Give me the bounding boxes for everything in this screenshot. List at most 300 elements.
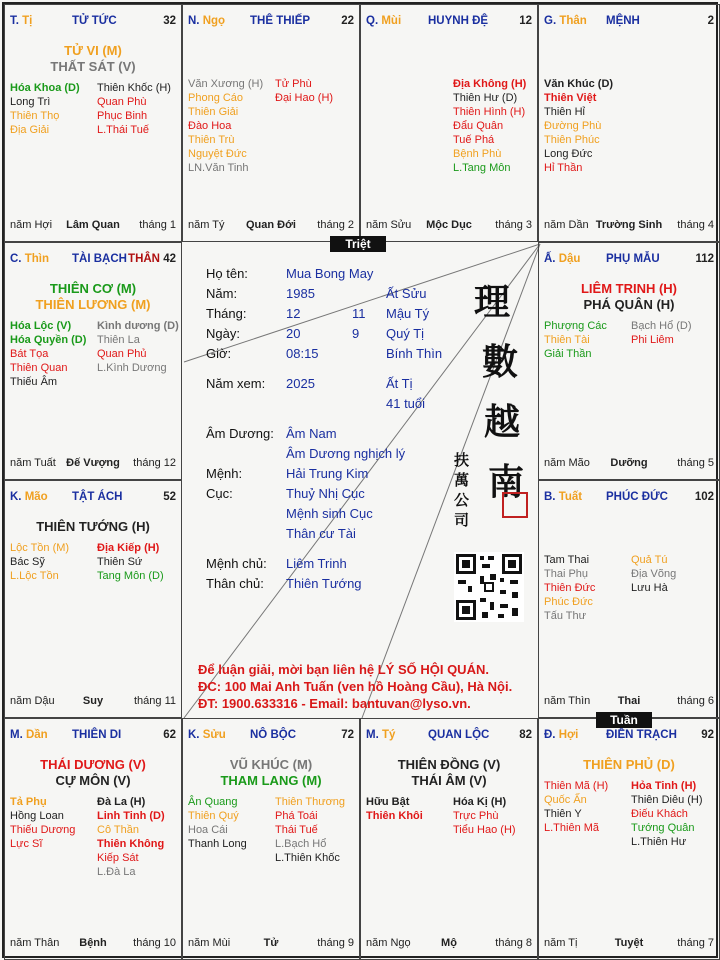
- stem: Đ.: [544, 729, 556, 741]
- viewyear-canchi: Ất Tị: [386, 376, 413, 391]
- palace-header: [366, 729, 532, 745]
- main-stars: [183, 757, 359, 789]
- minor-stars-right: [97, 319, 179, 375]
- viewyear-label: Năm xem:: [206, 376, 266, 391]
- day-lunar: 9: [352, 326, 360, 341]
- footer-stage: Mộc Dục: [426, 219, 472, 231]
- minor-star: Lực Sĩ: [10, 838, 43, 850]
- minor-star: Thiên Phúc: [544, 134, 600, 146]
- branch: Sửu: [202, 729, 226, 741]
- palace-header: [10, 729, 176, 745]
- minor-star: Quan Phù: [97, 96, 147, 108]
- minor-star: Thiên Hình (H): [453, 106, 526, 118]
- minor-star: Thái Tuế: [275, 824, 318, 836]
- minor-star: Thiên Thọ: [10, 110, 60, 122]
- minor-star: Địa Võng: [631, 568, 677, 580]
- day-value: 20: [286, 326, 301, 341]
- palace-footer: [544, 457, 714, 471]
- minor-star: Phong Cáo: [188, 92, 244, 104]
- minor-stars-left: [10, 81, 80, 137]
- stem-branch: [188, 15, 225, 27]
- calligraphy-small-2: 萬: [454, 471, 470, 489]
- minor-star: Hóa Quyền (D): [10, 334, 87, 346]
- footer-year: năm Hợi: [10, 219, 53, 231]
- minor-star: Lộc Tồn (M): [10, 542, 70, 554]
- palace-number: 32: [163, 15, 176, 27]
- minor-star: Tang Môn (D): [97, 570, 164, 582]
- minor-star: Thiên Khôi: [366, 810, 423, 822]
- stem: Q.: [366, 15, 379, 27]
- footer-month: tháng 3: [495, 219, 532, 231]
- main-star: THẤT SÁT (V): [50, 59, 136, 74]
- main-star: TỬ VI (M): [64, 43, 122, 58]
- palace-footer: [366, 219, 532, 233]
- main-stars: [5, 281, 181, 313]
- palace-name: THÊ THIẾP: [250, 15, 311, 27]
- month-label: Tháng:: [206, 306, 247, 321]
- footer-stage: Suy: [82, 695, 104, 707]
- minor-star: Văn Khúc (D): [544, 78, 614, 90]
- amduong-label: Âm Dương:: [206, 426, 274, 441]
- footer-year: năm Thân: [10, 937, 60, 949]
- stem: G.: [544, 15, 557, 27]
- minor-star: L.Thái Tuế: [97, 124, 149, 136]
- calligraphy-char-1: 理: [474, 281, 511, 323]
- minor-star: Hữu Bật: [366, 796, 410, 808]
- footer-month: tháng 8: [495, 937, 532, 949]
- footer-year: năm Ngọ: [366, 937, 411, 949]
- main-star: THIÊN TƯỚNG (H): [36, 519, 150, 534]
- stem: M.: [10, 729, 23, 741]
- minor-stars-left: [10, 319, 86, 389]
- minor-stars-right: [631, 553, 676, 595]
- palace-header: [544, 253, 714, 269]
- minor-star: Tiểu Hao (H): [453, 824, 516, 836]
- minor-star: Quả Tú: [631, 554, 668, 566]
- footer-month: tháng 11: [133, 695, 176, 707]
- footer-month: tháng 9: [317, 937, 354, 949]
- tuan-tag: Tuần: [596, 712, 652, 728]
- footer-stage: Tử: [263, 937, 279, 949]
- palace-cell-hoi[interactable]: [538, 718, 720, 960]
- palace-number: 52: [163, 491, 176, 503]
- stem-branch: [10, 491, 48, 503]
- main-star: THIÊN LƯƠNG (M): [35, 297, 151, 312]
- branch: Tị: [22, 15, 33, 27]
- minor-star: Thai Phụ: [544, 568, 589, 580]
- palace-header: [544, 15, 714, 31]
- palace-footer: [10, 695, 176, 709]
- palace-number: 12: [519, 15, 532, 27]
- palace-name: PHÚC ĐỨC: [606, 491, 668, 503]
- viewyear-value: 2025: [286, 376, 315, 391]
- palace-footer: [544, 695, 714, 709]
- minor-star: Phá Toái: [275, 810, 318, 822]
- minor-star: Đẩu Quân: [453, 120, 504, 132]
- contact-line-3: ĐT: 1900.633316 - Email: bantuvan@lyso.vn.: [198, 696, 471, 711]
- minor-star: Đại Hao (H): [275, 92, 334, 104]
- footer-stage: Dưỡng: [610, 457, 648, 469]
- minor-star: L.Đà La: [97, 866, 136, 878]
- calligraphy-char-4: 南: [488, 461, 525, 503]
- minor-star: Tuế Phá: [453, 134, 495, 146]
- palace-header: [10, 15, 176, 31]
- footer-year: năm Tuất: [10, 457, 56, 469]
- minor-star: L.Thiên Mã: [544, 822, 600, 834]
- palace-cell-tuat[interactable]: [538, 480, 720, 718]
- cuc-label: Cục:: [206, 486, 233, 501]
- minor-star: Linh Tinh (D): [97, 810, 165, 822]
- name-value: Mua Bong May: [286, 266, 374, 281]
- stem-branch: [544, 491, 582, 503]
- branch: Mão: [24, 491, 48, 503]
- palace-header: [10, 491, 176, 507]
- main-star: PHÁ QUÂN (H): [583, 297, 675, 312]
- amduong-value: Âm Nam: [286, 426, 337, 441]
- palace-footer: [188, 219, 354, 233]
- stem-branch: [10, 729, 48, 741]
- minor-stars-right: [631, 319, 692, 347]
- footer-month: tháng 7: [677, 937, 714, 949]
- main-star: THÁI ÂM (V): [411, 773, 487, 788]
- palace-header: [188, 15, 354, 31]
- palace-cell-ty[interactable]: [360, 718, 538, 960]
- minor-star: Thiên Không: [97, 838, 165, 850]
- main-star: THIÊN ĐỒNG (V): [397, 757, 501, 772]
- palace-name: PHỤ MẪU: [606, 253, 660, 265]
- calligraphy-char-3: 越: [484, 401, 521, 443]
- minor-star: Thiên Quan: [10, 362, 68, 374]
- stem: K.: [10, 491, 22, 503]
- stem-branch: [366, 729, 395, 741]
- minor-stars-left: [366, 795, 423, 823]
- palace-cell-mui[interactable]: [360, 4, 538, 242]
- minor-stars-right: [275, 795, 345, 865]
- menhchu-label: Mệnh chủ:: [206, 556, 267, 571]
- palace-footer: [10, 219, 176, 233]
- palace-number: 82: [519, 729, 532, 741]
- minor-star: Kiếp Sát: [97, 852, 139, 864]
- minor-star: Địa Kiếp (H): [97, 542, 160, 554]
- minor-star: Thiên Việt: [544, 92, 597, 104]
- minor-star: Thiếu Dương: [10, 824, 76, 836]
- red-seal: [502, 492, 528, 518]
- minor-star: Ân Quang: [188, 796, 238, 808]
- cuc-value: Thuỷ Nhị Cục: [286, 486, 365, 501]
- footer-year: năm Dần: [544, 219, 589, 231]
- branch: Tuất: [558, 491, 583, 503]
- footer-year: năm Mùi: [188, 937, 231, 949]
- minor-star: Hỉ Thần: [544, 162, 583, 174]
- branch: Mùi: [381, 15, 402, 27]
- minor-star: Thiên Diêu (H): [631, 794, 703, 806]
- minor-star: L.Bạch Hổ: [275, 838, 327, 850]
- footer-month: tháng 5: [677, 457, 714, 469]
- minor-star: Thiếu Âm: [10, 376, 58, 388]
- palace-cell-dau[interactable]: [538, 242, 720, 480]
- minor-star: Long Trì: [10, 96, 51, 108]
- minor-star: Hóa Khoa (D): [10, 82, 80, 94]
- than-position: Thân cư Tài: [286, 526, 356, 541]
- palace-number: 92: [701, 729, 714, 741]
- minor-stars-right: [97, 795, 165, 879]
- palace-header: [544, 491, 714, 507]
- name-label: Họ tên:: [206, 266, 248, 281]
- cuc-relation: Mệnh sinh Cục: [286, 506, 373, 521]
- stem-branch: [544, 15, 587, 27]
- minor-star: Thiên La: [97, 334, 140, 346]
- contact-line-2: ĐC: 100 Mai Anh Tuấn (ven hồ Hoàng Cầu), Hà Nội.: [198, 679, 513, 694]
- minor-star: Long Đức: [544, 148, 593, 160]
- minor-stars-left: [188, 795, 247, 851]
- minor-star: Phúc Đức: [544, 596, 593, 608]
- palace-name: TẬT ÁCH: [72, 491, 123, 503]
- branch: Thân: [559, 15, 587, 27]
- minor-stars-right: [453, 795, 516, 837]
- palace-name: THIÊN DI: [72, 729, 122, 741]
- minor-star: Lưu Hà: [631, 582, 668, 594]
- minor-star: Hóa Kị (H): [453, 796, 507, 808]
- minor-stars-left: [10, 541, 69, 583]
- minor-star: Văn Xương (H): [188, 78, 264, 90]
- minor-stars-right: [453, 77, 526, 175]
- footer-stage: Lâm Quan: [66, 219, 120, 231]
- day-canchi: Quý Tị: [386, 326, 425, 341]
- footer-month: tháng 6: [677, 695, 714, 707]
- stem-branch: [544, 253, 580, 265]
- footer-month: tháng 1: [139, 219, 176, 231]
- menhchu-value: Liêm Trinh: [286, 556, 347, 571]
- branch: Hợi: [558, 729, 579, 741]
- palace-header: [10, 253, 176, 269]
- stem: T.: [10, 15, 19, 27]
- age-value: 41 tuổi: [386, 396, 426, 411]
- minor-star: Thanh Long: [188, 838, 247, 850]
- stem: M.: [366, 729, 379, 741]
- minor-star: Đà La (H): [97, 796, 146, 808]
- minor-star: Tướng Quân: [631, 822, 695, 834]
- footer-stage: Trường Sinh: [595, 219, 663, 231]
- minor-star: Tam Thai: [544, 554, 590, 566]
- branch: Dần: [25, 729, 48, 741]
- palace-name: QUAN LỘC: [428, 729, 490, 741]
- footer-month: tháng 2: [317, 219, 354, 231]
- palace-cell-mao[interactable]: [4, 480, 182, 718]
- month-lunar: 11: [352, 306, 366, 321]
- minor-star: Bệnh Phù: [453, 148, 502, 160]
- minor-stars-right: [275, 77, 333, 105]
- than-marker: THÂN: [128, 253, 160, 265]
- minor-stars-right: [97, 541, 164, 583]
- minor-star: Thiên Quý: [188, 810, 239, 822]
- footer-year: năm Tị: [544, 937, 578, 949]
- main-star: THIÊN CƠ (M): [49, 281, 137, 296]
- footer-month: tháng 10: [133, 937, 176, 949]
- calligraphy-char-2: 數: [482, 341, 519, 383]
- palace-cell-suu[interactable]: [182, 718, 360, 960]
- minor-star: Điếu Khách: [631, 808, 688, 820]
- palace-name: MỆNH: [606, 15, 640, 27]
- main-stars: [539, 281, 719, 313]
- minor-star: Địa Giải: [10, 124, 50, 136]
- minor-star: Tả Phụ: [10, 796, 47, 808]
- minor-star: Hoa Cái: [188, 824, 228, 836]
- palace-footer: [10, 457, 176, 471]
- footer-year: năm Dậu: [10, 695, 55, 707]
- minor-star: Thiên Đức: [544, 582, 596, 594]
- qr-code: [454, 552, 524, 622]
- minor-stars-right: [631, 779, 703, 849]
- footer-year: năm Sửu: [366, 219, 412, 231]
- palace-footer: [188, 937, 354, 951]
- main-stars: [539, 757, 719, 773]
- footer-year: năm Tý: [188, 219, 225, 231]
- minor-star: L.Lộc Tồn: [10, 570, 59, 582]
- minor-star: L.Thiên Khốc: [275, 852, 340, 864]
- footer-year: năm Mão: [544, 457, 590, 469]
- main-star: CỰ MÔN (V): [55, 773, 131, 788]
- palace-footer: [544, 219, 714, 233]
- year-canchi: Ất Sửu: [386, 286, 427, 301]
- month-value: 12: [286, 306, 301, 321]
- stem: Ấ.: [544, 253, 556, 265]
- palace-name: HUYNH ĐỆ: [428, 15, 489, 27]
- minor-star: LN.Văn Tinh: [188, 162, 249, 174]
- menh-label: Mệnh:: [206, 466, 243, 481]
- main-stars: [5, 519, 181, 535]
- calligraphy-small-4: 司: [454, 511, 470, 529]
- minor-star: Hóa Lộc (V): [10, 320, 72, 332]
- minor-stars-left: [544, 553, 595, 623]
- minor-star: L.Thiên Hư: [631, 836, 687, 848]
- hour-label: Giờ:: [206, 346, 232, 361]
- minor-star: L.Kình Dương: [97, 362, 167, 374]
- minor-star: Bát Tọa: [10, 348, 49, 360]
- minor-star: L.Tang Môn: [453, 162, 511, 174]
- stem-branch: [10, 15, 32, 27]
- main-star: VŨ KHÚC (M): [229, 757, 313, 772]
- palace-number: 2: [707, 15, 714, 27]
- stem: B.: [544, 491, 556, 503]
- main-stars: [361, 757, 537, 789]
- month-canchi: Mậu Tý: [386, 306, 430, 321]
- minor-star: Tử Phù: [275, 78, 312, 90]
- minor-stars-left: [544, 77, 613, 175]
- palace-cell-ti[interactable]: [4, 4, 182, 242]
- palace-header: [188, 729, 354, 745]
- minor-star: Hồng Loan: [10, 810, 64, 822]
- palace-number: 112: [695, 253, 714, 265]
- tuvi-chart-board: [2, 2, 718, 958]
- branch: Dậu: [558, 253, 581, 265]
- minor-star: Quan Phủ: [97, 348, 147, 360]
- minor-star: Phục Binh: [97, 110, 148, 122]
- palace-name: NÔ BỘC: [250, 729, 296, 741]
- minor-stars-left: [10, 795, 75, 851]
- palace-cell-ngo[interactable]: [182, 4, 360, 242]
- stem-branch: [10, 253, 49, 265]
- palace-footer: [10, 937, 176, 951]
- branch: Ngọ: [202, 15, 226, 27]
- minor-star: Hỏa Tinh (H): [631, 780, 697, 792]
- year-value: 1985: [286, 286, 315, 301]
- minor-star: Thiên Mã (H): [544, 780, 609, 792]
- footer-month: tháng 4: [677, 219, 714, 231]
- footer-stage: Mộ: [441, 937, 457, 949]
- minor-star: Tấu Thư: [544, 610, 587, 622]
- branch: Thìn: [24, 253, 49, 265]
- minor-star: Đường Phù: [544, 120, 602, 132]
- palace-number: 62: [163, 729, 176, 741]
- palace-name: ĐIỀN TRẠCH: [606, 729, 677, 741]
- main-stars: [5, 757, 181, 789]
- stem: K.: [188, 729, 200, 741]
- hour-canchi: Bính Thìn: [386, 346, 443, 361]
- minor-star: Phi Liêm: [631, 334, 674, 346]
- footer-month: tháng 12: [133, 457, 176, 469]
- stem: C.: [10, 253, 22, 265]
- minor-star: Kình dương (D): [97, 320, 179, 332]
- minor-stars-left: [188, 77, 263, 175]
- minor-star: Phượng Các: [544, 320, 607, 332]
- footer-stage: Tuyệt: [614, 937, 644, 949]
- palace-number: 22: [341, 15, 354, 27]
- stem-branch: [544, 729, 578, 741]
- palace-number: 42: [163, 253, 176, 265]
- minor-star: Bạch Hổ (D): [631, 320, 692, 332]
- minor-star: Bác Sỹ: [10, 556, 45, 568]
- minor-star: Thiên Giải: [188, 106, 239, 118]
- minor-star: Thiên Y: [544, 808, 582, 820]
- year-label: Năm:: [206, 286, 238, 301]
- main-star: THIÊN PHỦ (D): [583, 757, 675, 772]
- minor-star: Thiên Tài: [544, 334, 590, 346]
- palace-cell-dan[interactable]: [4, 718, 182, 960]
- palace-cell-than[interactable]: [538, 4, 720, 242]
- chart-center-info: [184, 244, 542, 720]
- footer-year: năm Thìn: [544, 695, 591, 707]
- footer-stage: Bệnh: [79, 937, 107, 949]
- main-star: THAM LANG (M): [220, 773, 322, 788]
- palace-footer: [544, 937, 714, 951]
- menh-value: Hải Trung Kim: [286, 466, 369, 481]
- palace-header: [366, 15, 532, 31]
- minor-star: Đào Hoa: [188, 120, 232, 132]
- minor-stars-left: [544, 319, 607, 361]
- minor-star: Nguyệt Đức: [188, 148, 247, 160]
- minor-star: Thiên Hư (D): [453, 92, 518, 104]
- palace-number: 102: [694, 491, 714, 503]
- amduong-note: Âm Dương nghịch lý: [286, 446, 406, 461]
- minor-star: Thiên Trù: [188, 134, 235, 146]
- minor-star: Thiên Sứ: [97, 556, 143, 568]
- branch: Tý: [381, 729, 396, 741]
- palace-name: TÀI BẠCH: [72, 253, 127, 265]
- palace-number: 72: [341, 729, 354, 741]
- minor-star: Cô Thần: [97, 824, 139, 836]
- minor-star: Trực Phù: [453, 810, 499, 822]
- palace-cell-thin[interactable]: [4, 242, 182, 480]
- minor-star: Thiên Thương: [275, 796, 346, 808]
- day-label: Ngày:: [206, 326, 240, 341]
- calligraphy-small-1: 扶: [454, 451, 470, 469]
- minor-star: Địa Không (H): [453, 78, 527, 90]
- calligraphy-small-3: 公: [454, 491, 470, 509]
- palace-header: [544, 729, 714, 745]
- contact-line-1: Để luận giải, mời bạn liên hệ LÝ SỐ HỘI QUÁN.: [198, 662, 489, 677]
- thanchu-label: Thân chủ:: [206, 576, 264, 591]
- main-stars: [5, 43, 181, 75]
